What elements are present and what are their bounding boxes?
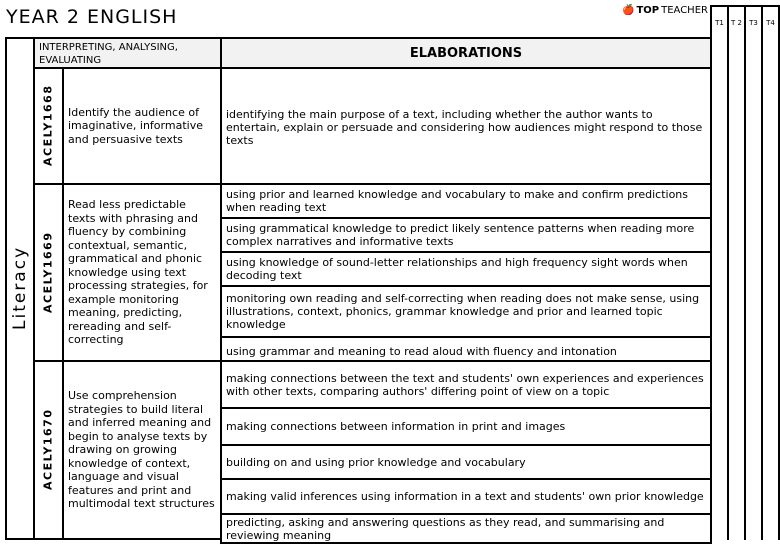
elaboration-item: using grammatical knowledge to predict likely sentence patterns when reading more complex narratives and informative texts [220, 217, 712, 253]
code-cell [33, 183, 64, 362]
sub-strand-header: INTERPRETING, ANALYSING, EVALUATING [33, 37, 222, 69]
elaboration-item: identifying the main purpose of a text, including whether the author wants to entertain, explain or persuade and considering how audiences might respond to those texts [220, 67, 712, 187]
code-cell [33, 67, 64, 185]
elaboration-item: monitoring own reading and self-correcting when reading does not make sense, using illustrations, context, phonics, grammar knowledge and prior and learned topic knowledge [220, 285, 712, 338]
term-label: T4 [766, 19, 775, 27]
apple-icon: 🍎 [622, 5, 635, 16]
logo-rest: TEACHER [661, 5, 708, 16]
elaboration-item: making connections between the text and students' own experiences and experiences with other texts, comparing authors' differing point of view on a topic [220, 360, 712, 409]
description-cell: Use comprehension strategies to build literal and inferred meaning and begin to analyse texts by drawing on growing knowledge of context, language and visual features and print and multimodal text structures [62, 360, 222, 540]
elaboration-item: building on and using prior knowledge and vocabulary [220, 444, 712, 480]
description-cell: Read less predictable texts with phrasing and fluency by combining contextual, semantic, grammatical and phonic knowledge using text processing strategies, for example monitoring meaning, predicting, rereading and self-correcting [62, 183, 222, 362]
elaboration-item: making connections between information in print and images [220, 407, 712, 446]
strand-label: Literacy [10, 245, 30, 331]
term-column [761, 5, 780, 540]
code-cell [33, 360, 64, 540]
description-cell: Identify the audience of imaginative, informative and persuasive texts [62, 67, 222, 185]
code-label: ACELY1668 [41, 84, 55, 167]
term-label: T3 [749, 19, 758, 27]
elaboration-item: using grammar and meaning to read aloud with fluency and intonation [220, 336, 712, 366]
code-label: ACELY1670 [41, 408, 55, 491]
elaboration-item: making valid inferences using information in a text and students' own prior knowledge [220, 478, 712, 515]
elaborations-header: ELABORATIONS [220, 37, 712, 69]
term-label: T 2 [731, 19, 742, 27]
logo [622, 5, 708, 16]
strand-cell [5, 37, 35, 540]
elaboration-item: using knowledge of sound-letter relationships and high frequency sight words when decoding text [220, 251, 712, 287]
page-title: YEAR 2 ENGLISH [6, 6, 178, 28]
logo-bold: TOP [636, 5, 660, 16]
elaboration-item: using prior and learned knowledge and vocabulary to make and confirm predictions when reading text [220, 183, 712, 219]
elaboration-item: predicting, asking and answering questions as they read, and summarising and reviewing meaning [220, 513, 712, 544]
term-label: T1 [715, 19, 724, 27]
code-label: ACELY1669 [41, 231, 55, 313]
